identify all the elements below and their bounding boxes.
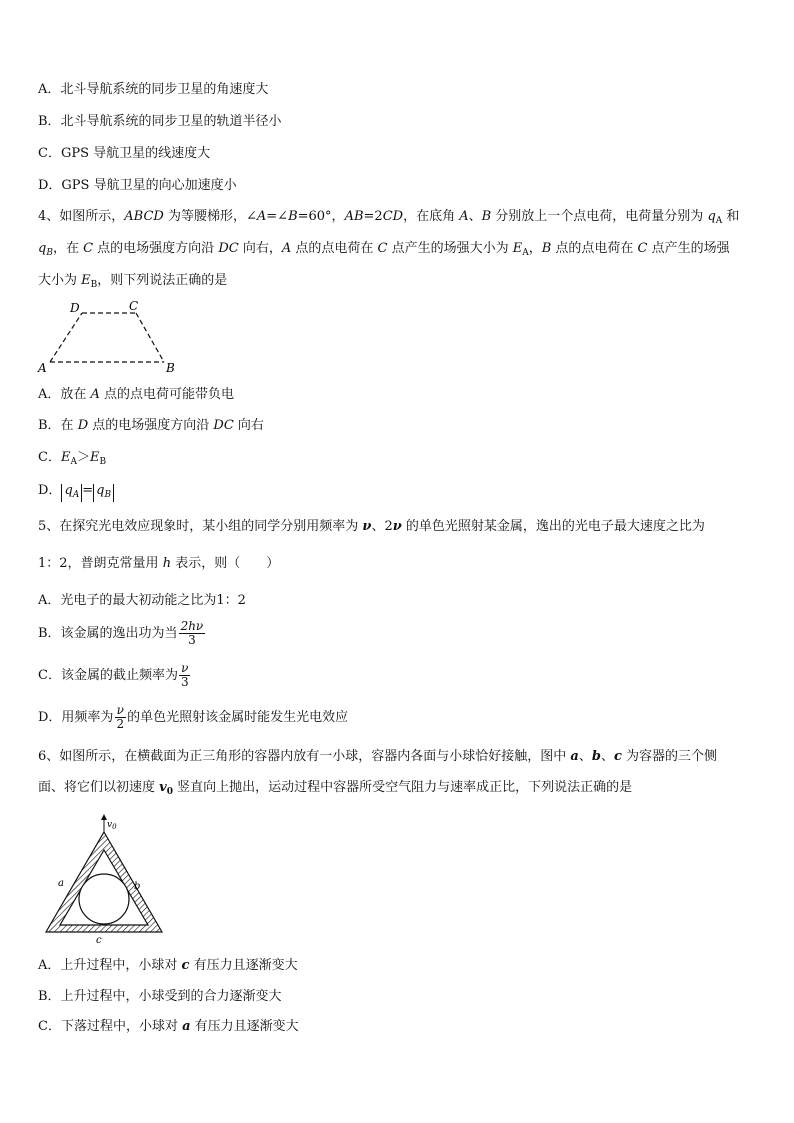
label-b: b [134, 881, 141, 892]
ball [79, 874, 129, 924]
text: 向右， [238, 241, 282, 256]
text: 大小为 [38, 273, 82, 288]
q6-option-a [38, 957, 298, 975]
text: 、2 [371, 519, 393, 534]
abs-qb [93, 484, 114, 502]
text: 的单色光照射某金属，逸出的光电子最大速度之比为 [401, 519, 705, 534]
q5-option-a: A．光电子的最大初动能之比为1：2 [38, 593, 246, 608]
q4-stem-line3 [38, 272, 227, 294]
q6-stem-line2 [38, 779, 632, 801]
numerator: 2hν [180, 619, 204, 633]
text: ν [362, 519, 372, 534]
text: B [481, 209, 492, 224]
q5-stem-line1 [38, 518, 705, 536]
text: C [83, 241, 94, 256]
q6-option-c [38, 1018, 299, 1036]
text: 6、如图所示，在横截面为正三角形的容器内放有一小球，容器内各面与小球恰好接触，图中 [38, 749, 571, 764]
text: A [281, 241, 292, 256]
text: E [81, 273, 91, 288]
text: D． [38, 483, 62, 498]
text: E [60, 450, 71, 465]
q4-option-a [38, 386, 234, 404]
text: a [570, 749, 579, 764]
text: C．下落过程中，小球对 [38, 1019, 183, 1034]
text: 5、在探究光电效应现象时，某小组的同学分别用频率为 [38, 519, 363, 534]
text: ，在 [52, 241, 84, 256]
text: D．用频率为 [38, 710, 114, 725]
q6-option-b: B．上升过程中，小球受到的合力逐渐变大 [38, 989, 282, 1004]
subscript: B [104, 490, 112, 500]
text: E [512, 241, 523, 256]
text: 的单色光照射该金属时能发生光电效应 [127, 710, 349, 725]
subscript: A [70, 457, 77, 467]
subscript: B [46, 248, 53, 258]
text: A [256, 209, 267, 224]
text: 为等腰梯形，∠ [163, 209, 257, 224]
text: DC [218, 241, 239, 256]
text: q [38, 241, 47, 256]
subscript: 0 [166, 787, 173, 797]
subscript: B [99, 457, 107, 467]
text: 、 [578, 749, 592, 764]
text: 点的点电荷在 [551, 241, 638, 256]
q3-option-c: C．GPS 导航卫星的线速度大 [38, 146, 211, 161]
subscript: B [90, 280, 98, 290]
text: DC [213, 418, 234, 433]
q5-option-d [38, 704, 348, 731]
text: ＞ [76, 450, 90, 465]
text: 有压力且逐渐变大 [189, 958, 298, 973]
text: v [159, 780, 167, 795]
abs-qa [61, 484, 82, 502]
q6-stem-line1 [38, 748, 717, 766]
text: CD [382, 209, 404, 224]
text: B [541, 241, 552, 256]
q3-option-a: A．北斗导航系统的同步卫星的角速度大 [38, 82, 269, 97]
text: 分别放上一个点电荷，电荷量分别为 [491, 209, 708, 224]
subscript: A [715, 216, 723, 226]
text: =2 [363, 209, 383, 224]
trapezoid-figure [36, 298, 186, 376]
text: E [89, 450, 100, 465]
text: A [459, 209, 469, 224]
trapezoid-side-ad [50, 313, 82, 362]
text: c [181, 958, 190, 973]
label-c: C [129, 299, 139, 313]
text: A．上升过程中，小球对 [38, 958, 182, 973]
text: B．在 [38, 418, 78, 433]
text: 点的电场强度方向沿 [93, 241, 219, 256]
label-b: B [166, 361, 175, 375]
text: C [637, 241, 648, 256]
text: 竖直向上抛出，运动过程中容器所受空气阻力与速率成正比，下列说法正确的是 [172, 780, 633, 795]
text: 向右 [233, 418, 264, 433]
q4-stem-line2 [38, 240, 730, 262]
text: a [182, 1019, 191, 1034]
q5-option-b [38, 620, 206, 647]
text: AB [344, 209, 364, 224]
fraction [114, 704, 126, 731]
text: q [707, 209, 716, 224]
text: 点产生的场强 [647, 241, 730, 256]
text: 、 [600, 749, 614, 764]
denominator: 2 [116, 717, 125, 731]
q4-option-b [38, 417, 264, 435]
text: B．该金属的逸出功为当 [38, 626, 178, 641]
text: C．该金属的截止频率为 [38, 668, 178, 683]
text: h [162, 556, 172, 571]
text: ，则下列说法正确的是 [97, 273, 228, 288]
text: 1：2，普朗克常量用 [38, 556, 163, 571]
denominator: 3 [188, 633, 196, 647]
q5-option-c [38, 662, 192, 689]
q4-option-c [38, 449, 106, 471]
text: =60°， [297, 209, 345, 224]
trapezoid-side-bc [136, 313, 164, 362]
text: 点的点电荷在 [291, 241, 378, 256]
label-a: A [38, 361, 47, 375]
fraction [179, 662, 191, 689]
triangle-container-figure [40, 810, 170, 946]
text: c [613, 749, 622, 764]
text: C [377, 241, 388, 256]
subscript: A [522, 248, 529, 258]
denominator: 3 [180, 675, 189, 689]
text: ν [392, 519, 402, 534]
label-c: c [96, 935, 102, 946]
text: 面、将它们以初速度 [38, 780, 160, 795]
v-subscript: 0 [112, 823, 117, 831]
text: 有压力且逐渐变大 [190, 1019, 299, 1034]
subscript: A [72, 490, 80, 500]
text: C． [38, 450, 61, 465]
q4-stem-line1 [38, 208, 739, 230]
text: 点的点电荷可能带负电 [99, 387, 235, 402]
label-a: a [58, 878, 64, 889]
label-v0 [107, 820, 117, 831]
text: 4、如图所示， [38, 209, 125, 224]
text: b [591, 749, 601, 764]
numerator: ν [116, 703, 124, 717]
text: D [77, 418, 89, 433]
text: q [64, 483, 73, 498]
text: q [96, 483, 105, 498]
text: 和 [722, 209, 740, 224]
text: 表示，则（ ） [171, 556, 280, 571]
q3-option-b: B．北斗导航系统的同步卫星的轨道半径小 [38, 114, 282, 129]
q3-option-d: D．GPS 导航卫星的向心加速度小 [38, 178, 237, 193]
numerator: ν [181, 661, 189, 675]
q5-stem-line2 [38, 555, 279, 573]
q4-option-d [38, 482, 114, 502]
fraction [179, 620, 206, 647]
text: ， [528, 241, 542, 256]
text: 点的电场强度方向沿 [88, 418, 214, 433]
text: ABCD [124, 209, 164, 224]
text: 、 [468, 209, 482, 224]
label-d: D [70, 301, 80, 315]
text: A．放在 [38, 387, 91, 402]
text: A [90, 387, 100, 402]
text: =∠ [266, 209, 289, 224]
v: v [107, 820, 113, 830]
text: ，在底角 [403, 209, 460, 224]
text: 为容器的三个侧 [621, 749, 718, 764]
text: = [82, 483, 94, 498]
text: B [288, 209, 298, 224]
text: 点产生的场强大小为 [387, 241, 513, 256]
